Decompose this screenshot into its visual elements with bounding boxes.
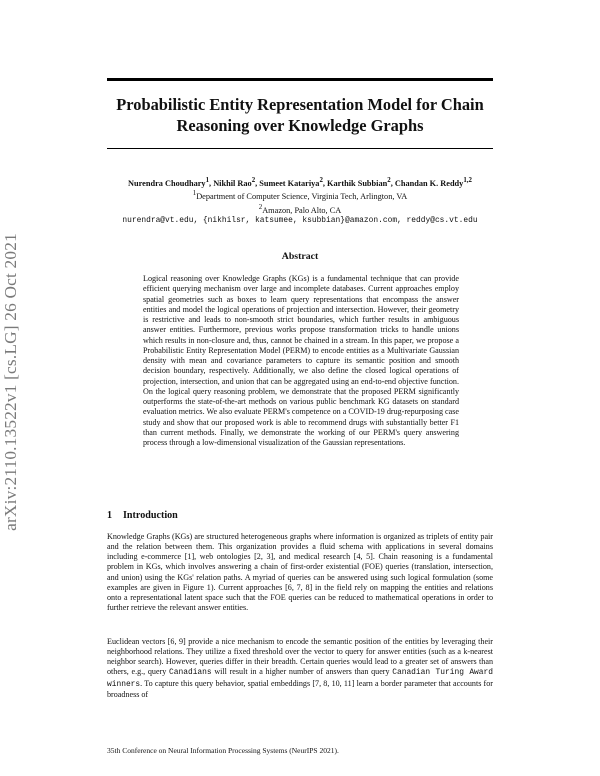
intro-paragraph-1: Knowledge Graphs (KGs) are structured heterogeneous graphs where information is organized as triplets of entity pair and the relation between them. This organization provides a fluid schema with applications in several domains including e-commerce [1], web ontologies [2, 3], and medical research [4, 5]. Chain reasoning is a fundamental problem in KGs, which involves answering a chain of first-order existential (FOE) queries (translation, intersection, and union) using the KGs' relation paths. A myriad of queries can be answered using such logical formulation (some examples are given in Figure 1). Current approaches [6, 7, 8] in the field rely on mapping the entities and relations onto a representational latent space such that the FOE queries can be reduced to mathematical operations in order to further retrieve the relevant answer entities. bbox=[107, 532, 493, 613]
author-1: Nurendra Choudhary bbox=[128, 178, 206, 188]
author-4: Karthik Subbian bbox=[327, 178, 388, 188]
title-top-rule bbox=[107, 78, 493, 81]
author-5-affil: 1,2 bbox=[463, 177, 472, 184]
author-block bbox=[80, 176, 520, 227]
arxiv-stamp bbox=[0, 212, 24, 552]
para2-part-c: . To capture this query behavior, spatial embeddings [7, 8, 10, 11] learn a border parameter that accounts for broadness of bbox=[107, 678, 493, 699]
title-bottom-rule bbox=[107, 148, 493, 149]
paper-title bbox=[100, 94, 500, 136]
author-3: Sumeet Katariya bbox=[259, 178, 320, 188]
abstract-text: Logical reasoning over Knowledge Graphs (KGs) is a fundamental technique that can provide efficient querying mechanism over large and incomplete databases. Current approaches employ spatial geometries such as boxes to learn query representations that encompass the answer entities and model the logical operations of projection and intersection. However, their geometry is restrictive and leads to non-smooth strict boundaries, which further results in ambiguous answer entities. Furthermore, previous works propose transformation tricks to handle unions which results in non-closure and, thus, cannot be chained in a stream. In this paper, we propose a Probabilistic Entity Representation Model (PERM) to encode entities as a Multivariate Gaussian density with mean and covariance parameters to capture its semantic position and smooth decision boundary, respectively. Additionally, we also define the closed logical operations of projection, intersection, and union that can be aggregated using an end-to-end objective function. On the logical query reasoning problem, we demonstrate that the proposed PERM significantly outperforms the state-of-the-art methods on various public benchmark KG datasets on standard evaluation metrics. We also evaluate PERM's competence on a COVID-19 drug-repurposing case study and show that our proposed work is able to recommend drugs with substantially better F1 than current methods. Finally, we demonstrate the working of our PERM's query answering process through a low-dimensional visualization of the Gaussian representations. bbox=[143, 274, 459, 447]
abstract-heading: Abstract bbox=[281, 251, 319, 262]
author-names: Nurendra Choudhary$^1$, Nikhil Rao$^2$, Sumeet Katariya$^2$, Karthik Subbian$^2$, Chandan K. Reddy$^{1,2}$ bbox=[128, 177, 472, 188]
code-term-canadians: Canadians bbox=[169, 668, 212, 678]
affiliation-2-text: Amazon, Palo Alto, CA bbox=[262, 205, 342, 215]
author-5: Chandan K. Reddy bbox=[394, 178, 464, 188]
intro-paragraph-2 bbox=[107, 637, 493, 700]
title-line-2: Reasoning over Knowledge Graphs bbox=[176, 116, 424, 135]
arxiv-id: arXiv:2110.13522v1 [cs.LG] 26 Oct 2021 bbox=[1, 233, 20, 531]
section-number: 1 bbox=[107, 510, 113, 521]
code-term-turing: Canadian Turing Award winners bbox=[107, 668, 493, 689]
para2-part-b: will result in a higher number of answers than query bbox=[211, 667, 393, 677]
author-emails: nurendra@vt.edu, {nikhilsr, katsumee, ksubbian}@amazon.com, reddy@cs.vt.edu bbox=[122, 216, 478, 226]
affiliation-1-mark: 1 bbox=[192, 190, 197, 198]
affiliation-1 bbox=[80, 189, 520, 202]
author-3-affil: 2 bbox=[319, 177, 323, 184]
para2-part-a: Euclidean vectors [6, 9] provide a nice mechanism to encode the semantic position of the entities by leveraging their neighborhood relations. They utilize a fixed threshold over the vector to query for answer entities (such as a k-nearest neighbor search). However, queries differ in their breadth. Certain queries would lead to a greater set of answers than others, e.g., query bbox=[107, 637, 493, 677]
affiliation-2 bbox=[80, 203, 520, 216]
conference-footer: 35th Conference on Neural Information Processing Systems (NeurIPS 2021). bbox=[107, 746, 339, 755]
author-2: Nikhil Rao bbox=[213, 178, 252, 188]
affiliation-1-text: Department of Computer Science, Virginia Tech, Arlington, VA bbox=[196, 192, 408, 202]
section-heading bbox=[107, 510, 178, 521]
author-1-affil: 1 bbox=[205, 177, 210, 184]
section-title: Introduction bbox=[123, 510, 178, 521]
author-4-affil: 2 bbox=[387, 177, 391, 184]
author-2-affil: 2 bbox=[251, 177, 256, 184]
title-line-1: Probabilistic Entity Representation Model for Chain bbox=[116, 95, 484, 114]
affiliation-2-mark: 2 bbox=[258, 203, 263, 211]
